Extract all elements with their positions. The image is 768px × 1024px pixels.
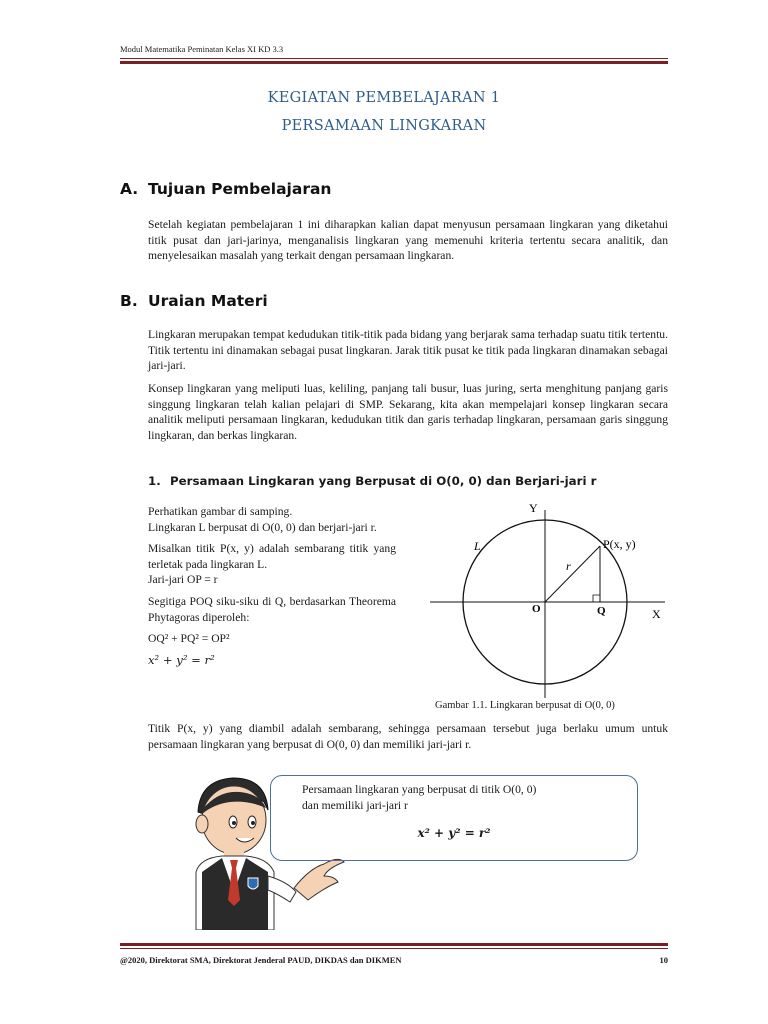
label-p: P(x, y)	[603, 537, 636, 551]
label-r: r	[566, 559, 571, 573]
conclusion-paragraph: Titik P(x, y) yang diambil adalah sembarang, sehingga persamaan tersebut juga berlaku umum untuk persamaan lingkaran yang berpusat di O(0, 0) dan memiliki jari-jari r.	[148, 722, 668, 751]
header-rule-thick	[120, 61, 668, 64]
circle-figure	[425, 498, 675, 702]
left-p3: Segitiga POQ siku-siku di Q, berdasarkan Theorema Phytagoras diperoleh:	[148, 594, 396, 624]
label-l: L	[474, 539, 481, 553]
left-p2b: Jari-jari OP = r	[148, 573, 218, 587]
subsection-number: 1.	[148, 474, 161, 488]
equation-xy-r: x² + y² = r²	[148, 652, 215, 667]
footer-copyright: @2020, Direktorat SMA, Direktorat Jenderal PAUD, DIKDAS dan DIKMEN	[120, 955, 402, 965]
section-b-para2: Konsep lingkaran yang meliputi luas, keliling, panjang tali busur, luas juring, serta menghitung panjang garis singgung lingkaran telah kalian pelajari di SMP. Sekarang, kita akan mempelajari konsep lingkaran secara analitik meliputi persamaan lingkaran, kedudukan titik dan garis terhadap lingkaran, persamaan garis singgung lingkaran, dan berkas lingkaran.	[148, 382, 668, 442]
subsection-title: Persamaan Lingkaran yang Berpusat di O(0, 0) dan Berjari-jari r	[170, 474, 597, 488]
lesson-title: KEGIATAN PEMBELAJARAN 1	[267, 90, 501, 106]
radius-op	[545, 546, 600, 602]
equation-oq-pq: OQ² + PQ² = OP²	[148, 632, 230, 646]
section-b-heading	[120, 292, 268, 310]
module-header-title: Modul Matematika Peminatan Kelas XI KD 3.3	[120, 44, 284, 54]
left-column	[148, 504, 396, 674]
lesson-subtitle: PERSAMAAN LINGKARAN	[281, 118, 487, 134]
label-y: Y	[529, 501, 538, 515]
callout-formula: x² + y² = r²	[417, 826, 491, 840]
label-x: X	[652, 607, 661, 621]
section-a-title: Tujuan Pembelajaran	[148, 180, 332, 198]
subsection-heading	[148, 474, 596, 488]
callout-line1: Persamaan lingkaran yang berpusat di titik O(0, 0)	[302, 783, 537, 796]
right-angle-marker	[593, 595, 600, 602]
section-b-title: Uraian Materi	[148, 292, 268, 310]
footer-rule-thick	[120, 943, 668, 946]
section-b-para1: Lingkaran merupakan tempat kedudukan titik-titik pada bidang yang berjarak sama terhadap suatu titik tertentu. Titik tertentu ini dinamakan sebagai pusat lingkaran. Jarak titik pusat ke titik pada lingkaran dinamakan sebagai jari-jari.	[148, 328, 668, 373]
header-rule-thin	[120, 58, 668, 59]
section-a-heading	[120, 180, 331, 198]
section-a-label: A.	[120, 180, 139, 198]
left-p1a: Perhatikan gambar di samping.	[148, 505, 293, 518]
section-b-label: B.	[120, 292, 138, 310]
callout-line2: dan memiliki jari-jari r	[302, 799, 408, 812]
figure-caption: Gambar 1.1. Lingkaran berpusat di O(0, 0)	[435, 700, 615, 711]
footer-rule-thin	[120, 948, 668, 949]
section-a-body: Setelah kegiatan pembelajaran 1 ini diharapkan kalian dapat menyusun persamaan lingkaran yang diketahui titik pusat dan jari-jarinya, menganalisis lingkaran yang memenuhi kriteria tertentu secara analitik, dan menyelesaikan masalah yang terkait dengan persamaan lingkaran.	[148, 218, 668, 263]
left-p2a: Misalkan titik P(x, y) adalah sembarang titik yang terletak pada lingkaran L.	[148, 542, 396, 571]
label-origin: O	[532, 603, 541, 615]
left-p1b: Lingkaran L berpusat di O(0, 0) dan berjari-jari r.	[148, 520, 377, 534]
page-number: 10	[659, 955, 668, 965]
label-q: Q	[597, 605, 606, 617]
